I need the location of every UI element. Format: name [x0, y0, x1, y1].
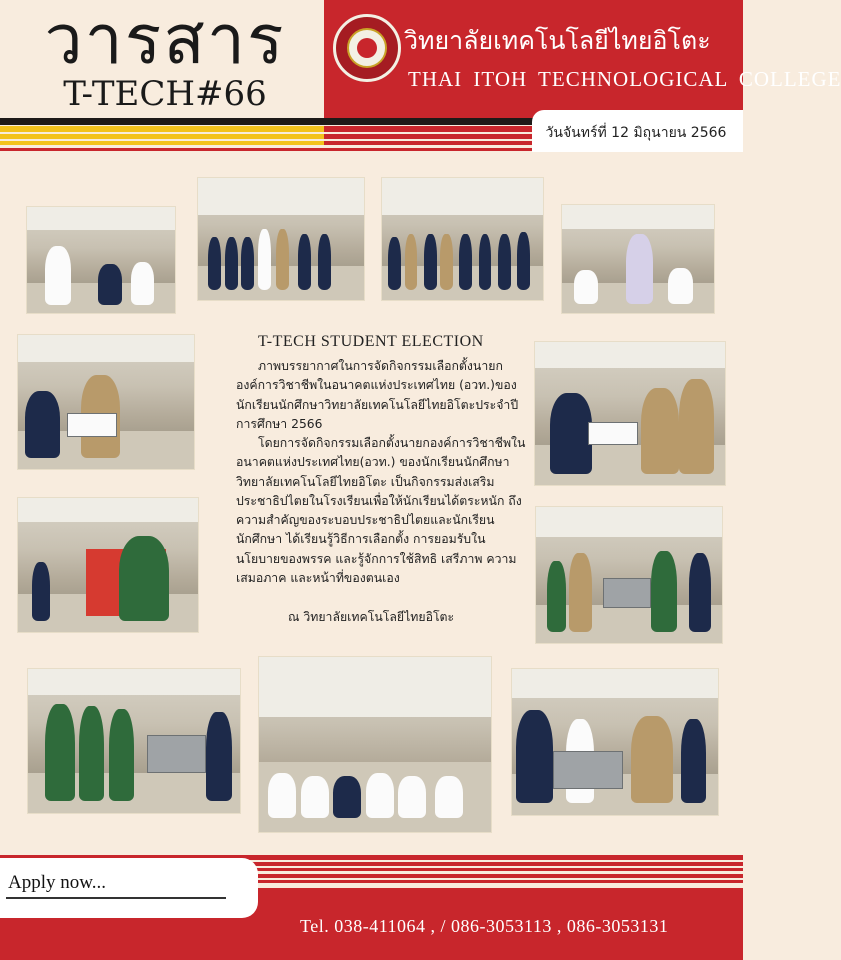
photo-candidates-lineup-2: [381, 177, 544, 301]
college-name-thai: วิทยาลัยเทคโนโลยีไทยอิโตะ: [404, 26, 711, 55]
photo-candidates-lineup: [197, 177, 365, 301]
issue-date: วันจันทร์ที่ 12 มิถุนายน 2566: [545, 125, 727, 141]
apply-now-text: Apply now...: [8, 872, 106, 893]
yellow-stripe: [0, 126, 324, 132]
photo-ballot-box: [535, 506, 723, 644]
logo-center: [357, 38, 377, 58]
contact-phone: Tel. 038-411064 , / 086-3053113 , 086-3053131: [300, 916, 669, 936]
photo-hall-audience: [258, 656, 492, 833]
photo-voting-booth: [17, 497, 199, 633]
photo-ballot-signing: [534, 341, 726, 486]
article-paragraph: โดยการจัดกิจกรรมเลือกตั้งนายกองค์การวิชาชีพในอนาคตแห่งประเทศไทย(อวท.) ของนักเรียนนักศึกษา วิทยาลัยเทคโนโลยีไทยอิโตะ เป็นกิจกรรมส่งเสริมประชาธิปไตยในโรงเรียนเพื่อให้นักเรียนได้ตระหนัก ถึงความสำคัญของระบอบประชาธิปไตยและนักเรียนนักศึกษา ได้เรียนรู้วิธีการเลือกตั้ง การยอมรับในนโยบายของพรรค และรู้จักการใช้สิทธิ เสรีภาพ ความเสมอภาค และหน้าที่ของตนเอง: [236, 436, 526, 586]
yellow-stripe: [0, 141, 324, 145]
footer-stripe: [255, 880, 743, 883]
article-paragraph: ภาพบรรยากาศในการจัดกิจกรรมเลือกตั้งนายกองค์การวิชาชีพในอนาคตแห่งประเทศไทย (อวท.)ของนักเรียนนักศึกษาวิทยาลัยเทคโนโลยีไทยอิโตะประจำปีการศึกษา 2566: [236, 359, 519, 431]
photo-students-group-ballot: [27, 668, 241, 814]
photo-classroom-presentation: [561, 204, 715, 314]
article-title: T-TECH STUDENT ELECTION: [258, 333, 484, 350]
magazine-title: วารสาร: [44, 1, 286, 80]
college-name-english: THAI ITOH TECHNOLOGICAL COLLEGE: [408, 67, 841, 91]
photo-classroom-voting: [26, 206, 176, 314]
photo-voter-registration: [17, 334, 195, 470]
article-location: ณ วิทยาลัยเทคโนโลยีไทยอิโตะ: [288, 610, 455, 624]
issue-number: T-TECH#66: [63, 74, 267, 114]
yellow-stripe: [0, 134, 324, 139]
apply-underline: [6, 897, 226, 899]
photo-casting-ballot: [511, 668, 719, 816]
footer-stripe: [255, 874, 743, 878]
